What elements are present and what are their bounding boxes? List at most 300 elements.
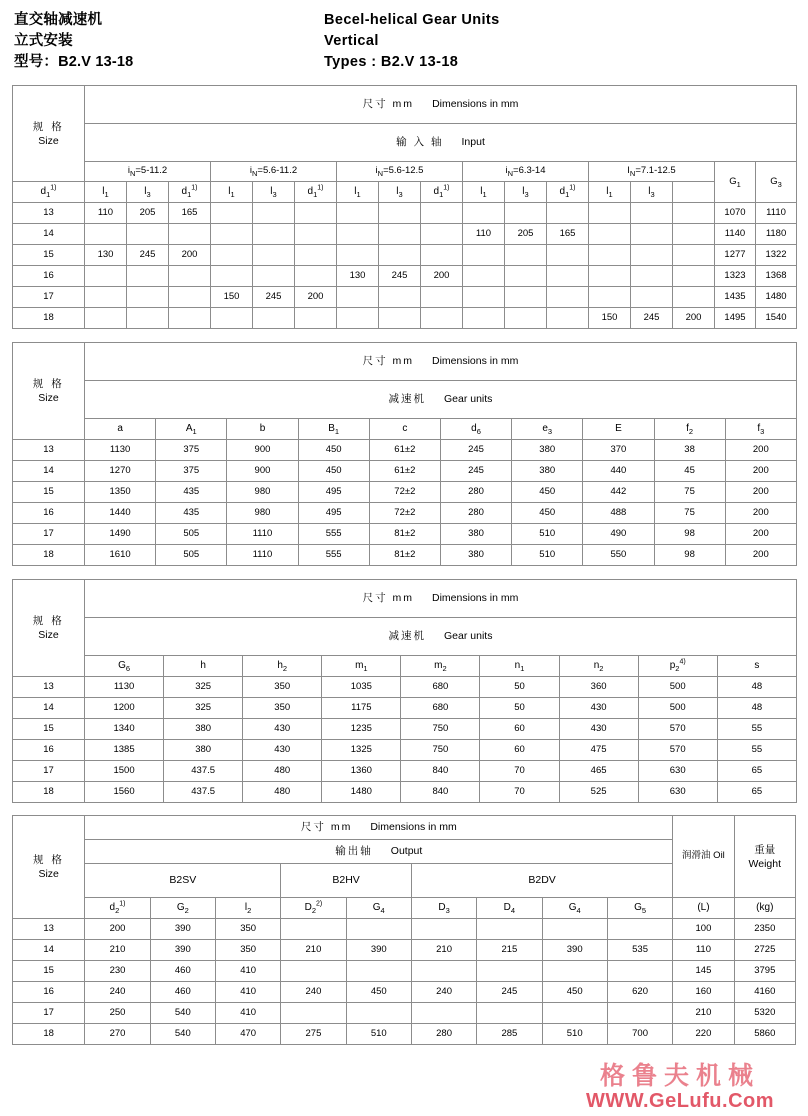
gear1-value-cell: 375: [156, 461, 227, 482]
column-header-t4-6: $D_4$: [477, 898, 542, 919]
gear1-value-cell: 72±2: [369, 482, 440, 503]
output-value-cell: 470: [215, 1024, 280, 1045]
gear2-value-cell: 55: [717, 740, 796, 761]
dimensions-en-t2: Dimensions in mm: [432, 355, 519, 368]
gear2-value-cell: 65: [717, 782, 796, 803]
gear2-size-cell: 14: [13, 698, 85, 719]
table-row: [13, 761, 797, 782]
input-value-cell: [169, 266, 211, 287]
input-value-cell: [631, 224, 673, 245]
input-value-cell: [589, 287, 631, 308]
input-value-cell: 110: [463, 224, 505, 245]
output-size-cell: 16: [13, 982, 85, 1003]
gear1-value-cell: 1350: [85, 482, 156, 503]
table-input-shaft-body: [13, 203, 797, 329]
input-tail-cell: 1322: [756, 245, 797, 266]
gear1-value-cell: 45: [654, 461, 725, 482]
input-value-cell: 130: [337, 266, 379, 287]
gear1-size-cell: 15: [13, 482, 85, 503]
gear1-value-cell: 442: [583, 482, 654, 503]
gear2-value-cell: 840: [401, 782, 480, 803]
output-tail-cell: 2725: [734, 940, 795, 961]
gear1-value-cell: 510: [512, 545, 583, 566]
gear2-value-cell: 325: [164, 698, 243, 719]
gear2-value-cell: 500: [638, 698, 717, 719]
input-value-cell: [589, 224, 631, 245]
gear1-value-cell: 435: [156, 482, 227, 503]
gear2-value-cell: 570: [638, 740, 717, 761]
output-tail-cell: 220: [673, 1024, 734, 1045]
input-value-cell: 150: [211, 287, 253, 308]
table-input-shaft: [12, 85, 797, 329]
column-header-t4-4: $G_4$: [346, 898, 411, 919]
gear1-value-cell: 200: [725, 503, 796, 524]
input-value-cell: [421, 224, 463, 245]
gear1-value-cell: 380: [440, 545, 511, 566]
column-header-row-t4: [13, 898, 796, 919]
gear2-value-cell: 500: [638, 677, 717, 698]
input-value-cell: [211, 203, 253, 224]
column-header-l1: $l_1$: [85, 182, 127, 203]
size-header-cell-t4: [13, 816, 85, 919]
gear2-value-cell: 475: [559, 740, 638, 761]
gear1-value-cell: 555: [298, 524, 369, 545]
size-label-en-t1: Size: [38, 134, 59, 147]
gear2-value-cell: 360: [559, 677, 638, 698]
output-value-cell: 450: [542, 982, 607, 1003]
gear2-value-cell: 48: [717, 677, 796, 698]
size-label-en-t2: Size: [38, 392, 59, 404]
input-value-cell: [211, 245, 253, 266]
gear1-value-cell: 555: [298, 545, 369, 566]
table-row: [13, 740, 797, 761]
column-header-t2-3: $B_1$: [298, 419, 369, 440]
input-value-cell: [505, 203, 547, 224]
input-value-cell: [505, 266, 547, 287]
watermark-company-name: 格鲁夫机械: [599, 1062, 760, 1090]
column-header-l3: $l_3$: [253, 182, 295, 203]
table-row: [13, 719, 797, 740]
group-header-b2dv: B2DV: [411, 864, 672, 898]
gear1-value-cell: 380: [440, 524, 511, 545]
gear-units-en-t2: Gear units: [443, 393, 493, 406]
ratio-group-header-row: [13, 162, 797, 182]
header-chinese-block: [14, 10, 324, 73]
input-value-cell: [295, 224, 337, 245]
output-size-cell: 13: [13, 919, 85, 940]
dimensions-cn-t3: 尺寸 mm: [362, 592, 415, 605]
table-gear-units-1: [12, 342, 797, 566]
gear1-value-cell: 1270: [85, 461, 156, 482]
gear2-value-cell: 840: [401, 761, 480, 782]
output-value-cell: 280: [411, 1024, 476, 1045]
input-tail-cell: 1140: [715, 224, 756, 245]
gear2-value-cell: 1235: [322, 719, 401, 740]
input-value-cell: [673, 224, 715, 245]
gear1-value-cell: 505: [156, 545, 227, 566]
gear1-value-cell: 280: [440, 482, 511, 503]
output-value-cell: [607, 961, 672, 982]
gear2-size-cell: 17: [13, 761, 85, 782]
gear2-value-cell: 380: [164, 740, 243, 761]
column-header-l1: $l_1$: [337, 182, 379, 203]
output-size-cell: 14: [13, 940, 85, 961]
gear1-value-cell: 488: [583, 503, 654, 524]
column-header-row-t3: [13, 656, 797, 677]
input-value-cell: [379, 287, 421, 308]
output-value-cell: [542, 919, 607, 940]
output-tail-cell: 4160: [734, 982, 795, 1003]
gear1-value-cell: 280: [440, 503, 511, 524]
output-tail-cell: 210: [673, 1003, 734, 1024]
output-tail-cell: 2350: [734, 919, 795, 940]
input-value-cell: 205: [505, 224, 547, 245]
table-row: [13, 677, 797, 698]
input-value-cell: [463, 245, 505, 266]
gear1-value-cell: 200: [725, 461, 796, 482]
input-value-cell: 245: [379, 266, 421, 287]
column-header-t4-1: $G_2$: [150, 898, 215, 919]
column-header-d1: $d_1^{1)}$: [13, 182, 85, 203]
gear1-value-cell: 490: [583, 524, 654, 545]
output-value-cell: 210: [411, 940, 476, 961]
input-value-cell: [253, 203, 295, 224]
gear1-value-cell: 380: [512, 440, 583, 461]
column-header-l1: $l_1$: [211, 182, 253, 203]
table-row: [13, 982, 796, 1003]
input-size-cell: 15: [13, 245, 85, 266]
output-value-cell: 250: [85, 1003, 150, 1024]
input-value-cell: [505, 287, 547, 308]
table-row: [13, 461, 797, 482]
input-value-cell: 205: [127, 203, 169, 224]
table-gear-units-2: [12, 579, 797, 803]
output-tail-cell: 160: [673, 982, 734, 1003]
gear1-value-cell: 450: [512, 503, 583, 524]
input-size-cell: 18: [13, 308, 85, 329]
gear2-value-cell: 525: [559, 782, 638, 803]
output-value-cell: [542, 961, 607, 982]
gear1-value-cell: 61±2: [369, 440, 440, 461]
output-value-cell: 390: [346, 940, 411, 961]
column-header-g1: $G_1$: [715, 162, 756, 203]
table-row: [13, 1024, 796, 1045]
gear1-value-cell: 435: [156, 503, 227, 524]
table-row: [13, 287, 797, 308]
column-header-t4-3: $D_2^{2)}$: [281, 898, 346, 919]
gear1-value-cell: 450: [298, 440, 369, 461]
input-value-cell: [337, 308, 379, 329]
gear2-value-cell: 430: [559, 719, 638, 740]
gear1-size-cell: 17: [13, 524, 85, 545]
input-tail-cell: 1480: [756, 287, 797, 308]
gear1-value-cell: 200: [725, 545, 796, 566]
dimensions-cn-t2: 尺寸 mm: [362, 355, 414, 368]
column-header-t4-8: $G_5$: [607, 898, 672, 919]
column-header-t4-7: $G_4$: [542, 898, 607, 919]
input-value-cell: [253, 308, 295, 329]
output-value-cell: 240: [85, 982, 150, 1003]
output-tail-cell: 5320: [734, 1003, 795, 1024]
column-header-t3-2: $h_2$: [243, 656, 322, 677]
input-tail-cell: 1070: [715, 203, 756, 224]
output-value-cell: [346, 919, 411, 940]
dimensions-banner-t4: [85, 816, 673, 840]
gear1-value-cell: 495: [298, 503, 369, 524]
gear1-value-cell: 375: [156, 440, 227, 461]
output-value-cell: 245: [477, 982, 542, 1003]
input-size-cell: 16: [13, 266, 85, 287]
gear2-value-cell: 1130: [85, 677, 164, 698]
gear2-value-cell: 70: [480, 761, 559, 782]
input-value-cell: [631, 287, 673, 308]
gear2-value-cell: 630: [638, 782, 717, 803]
column-header-d1: $d_1^{1)}$: [295, 182, 337, 203]
input-value-cell: 200: [295, 287, 337, 308]
column-header-t3-5: $n_1$: [480, 656, 559, 677]
gear2-value-cell: 48: [717, 698, 796, 719]
size-label-cn-t2: 规 格: [32, 378, 65, 390]
output-value-cell: 285: [477, 1024, 542, 1045]
output-value-cell: 275: [281, 1024, 346, 1045]
gear1-value-cell: 550: [583, 545, 654, 566]
weight-label-en: Weight: [748, 857, 782, 870]
input-value-cell: [85, 308, 127, 329]
gear2-value-cell: 1480: [322, 782, 401, 803]
gear2-value-cell: 1500: [85, 761, 164, 782]
input-value-cell: [421, 287, 463, 308]
input-value-cell: [631, 203, 673, 224]
output-section-banner: [85, 840, 673, 864]
table-gear-units-2-body: [13, 677, 797, 803]
gear1-value-cell: 505: [156, 524, 227, 545]
gear2-value-cell: 430: [243, 740, 322, 761]
column-header-oil-unit: (L): [673, 898, 734, 919]
header-cn-line-1: 直交轴减速机: [14, 12, 103, 28]
gear1-size-cell: 13: [13, 440, 85, 461]
gear2-value-cell: 570: [638, 719, 717, 740]
size-label-en-t3: Size: [38, 629, 59, 641]
input-value-cell: [547, 245, 589, 266]
gear2-value-cell: 480: [243, 782, 322, 803]
gear-units-banner-t2: [85, 381, 797, 419]
table-row: [13, 203, 797, 224]
output-value-cell: [346, 1003, 411, 1024]
gear1-value-cell: 380: [512, 461, 583, 482]
column-header-t4-5: $D_3$: [411, 898, 476, 919]
input-value-cell: [85, 287, 127, 308]
input-value-cell: [589, 266, 631, 287]
size-label-en-t4: Size: [38, 868, 59, 880]
gear1-value-cell: 1130: [85, 440, 156, 461]
output-label-cn: 输出轴: [335, 845, 373, 858]
output-value-cell: 390: [542, 940, 607, 961]
input-value-cell: [379, 224, 421, 245]
input-value-cell: [337, 245, 379, 266]
output-value-cell: 700: [607, 1024, 672, 1045]
dimensions-banner-t3: [85, 580, 797, 618]
output-tail-cell: 110: [673, 940, 734, 961]
gear2-value-cell: 1340: [85, 719, 164, 740]
column-header-t2-8: $f_2$: [654, 419, 725, 440]
gear2-value-cell: 1035: [322, 677, 401, 698]
input-value-cell: 200: [169, 245, 211, 266]
gear1-value-cell: 1110: [227, 524, 298, 545]
output-value-cell: 450: [346, 982, 411, 1003]
header-en-line-1: Becel-helical Gear Units: [324, 12, 500, 28]
input-value-cell: 245: [631, 308, 673, 329]
output-tail-cell: 5860: [734, 1024, 795, 1045]
dimensions-cn-t1: 尺寸 mm: [362, 98, 415, 111]
gear2-value-cell: 350: [243, 677, 322, 698]
output-value-cell: [281, 919, 346, 940]
input-value-cell: [673, 266, 715, 287]
input-value-cell: [505, 245, 547, 266]
input-value-cell: 200: [673, 308, 715, 329]
input-value-cell: [505, 308, 547, 329]
gear2-value-cell: 380: [164, 719, 243, 740]
gear1-value-cell: 75: [654, 482, 725, 503]
table-input-shaft-wrapper: [0, 85, 808, 329]
output-value-cell: 535: [607, 940, 672, 961]
gear1-value-cell: 38: [654, 440, 725, 461]
output-value-cell: 410: [215, 982, 280, 1003]
input-tail-cell: 1180: [756, 224, 797, 245]
gear1-value-cell: 440: [583, 461, 654, 482]
weight-label-cn: 重量: [754, 843, 776, 856]
input-value-cell: [463, 203, 505, 224]
gear2-value-cell: 680: [401, 677, 480, 698]
table-row: [13, 524, 797, 545]
dimensions-en-t1: Dimensions in mm: [432, 98, 519, 111]
table-row: [13, 940, 796, 961]
table-row: [13, 545, 797, 566]
header-en-line-2: Vertical: [324, 33, 379, 49]
output-value-cell: 460: [150, 982, 215, 1003]
gear2-value-cell: 1560: [85, 782, 164, 803]
input-tail-cell: 1110: [756, 203, 797, 224]
output-value-cell: [477, 961, 542, 982]
dimensions-en-t3: Dimensions in mm: [432, 592, 519, 605]
input-value-cell: [421, 245, 463, 266]
output-value-cell: [281, 1003, 346, 1024]
table-gear-units-1-body: [13, 440, 797, 566]
dimensions-cn-t4: 尺寸 mm: [300, 821, 353, 834]
input-tail-cell: 1323: [715, 266, 756, 287]
column-header-l1: $l_1$: [589, 182, 631, 203]
output-value-cell: 230: [85, 961, 150, 982]
gear2-value-cell: 50: [480, 677, 559, 698]
input-value-cell: [295, 266, 337, 287]
gear2-value-cell: 65: [717, 761, 796, 782]
input-value-cell: [379, 203, 421, 224]
gear1-value-cell: 1110: [227, 545, 298, 566]
input-label-cn: 输 入 轴: [396, 136, 444, 149]
gear1-value-cell: 450: [512, 482, 583, 503]
size-header-cell-t1: [13, 86, 85, 182]
input-value-cell: [547, 266, 589, 287]
gear1-value-cell: 200: [725, 440, 796, 461]
table-output-shaft-wrapper: [0, 815, 808, 1045]
output-value-cell: 410: [215, 961, 280, 982]
gear1-value-cell: 72±2: [369, 503, 440, 524]
input-value-cell: [295, 245, 337, 266]
gear1-value-cell: 245: [440, 461, 511, 482]
ratio-group-4: $i_N=6.3-14$: [463, 162, 589, 182]
gear1-value-cell: 98: [654, 524, 725, 545]
gear1-value-cell: 81±2: [369, 524, 440, 545]
output-label-en: Output: [390, 845, 423, 858]
gear-units-banner-t3: [85, 618, 797, 656]
input-value-cell: 200: [421, 266, 463, 287]
gear1-value-cell: 1440: [85, 503, 156, 524]
input-value-cell: [127, 287, 169, 308]
column-header-row-t2: [13, 419, 797, 440]
gear1-value-cell: 900: [227, 461, 298, 482]
input-value-cell: [253, 245, 295, 266]
input-value-cell: [337, 203, 379, 224]
gear1-value-cell: 75: [654, 503, 725, 524]
input-section-banner: [85, 124, 797, 162]
gear2-value-cell: 55: [717, 719, 796, 740]
table-row: [13, 782, 797, 803]
input-value-cell: [379, 245, 421, 266]
group-header-b2sv: B2SV: [85, 864, 281, 898]
input-value-cell: [673, 287, 715, 308]
table-row: [13, 266, 797, 287]
table-row: [13, 919, 796, 940]
gear2-value-cell: 350: [243, 698, 322, 719]
column-header-l3: $l_3$: [379, 182, 421, 203]
column-header-t3-1: h: [164, 656, 243, 677]
gear2-value-cell: 60: [480, 719, 559, 740]
column-header-row-t1: [13, 182, 797, 203]
table-row: [13, 961, 796, 982]
gear1-value-cell: 900: [227, 440, 298, 461]
output-value-cell: 210: [85, 940, 150, 961]
gear-units-cn-t3: 减速机: [388, 630, 426, 643]
output-value-cell: 460: [150, 961, 215, 982]
column-header-l1: $l_1$: [463, 182, 505, 203]
output-value-cell: [477, 1003, 542, 1024]
input-value-cell: [127, 308, 169, 329]
header-en-line-3: Types : B2.V 13-18: [324, 54, 459, 70]
gear2-value-cell: 480: [243, 761, 322, 782]
gear2-value-cell: 1175: [322, 698, 401, 719]
output-value-cell: 390: [150, 940, 215, 961]
gear1-value-cell: 200: [725, 482, 796, 503]
header-cn-line-2: 立式安装: [14, 33, 73, 49]
column-header-t3-3: $m_1$: [322, 656, 401, 677]
column-header-t4-2: $l_2$: [215, 898, 280, 919]
gear1-value-cell: 245: [440, 440, 511, 461]
watermark-url: WWW.GeLufu.Com: [585, 1090, 775, 1112]
column-header-t3-4: $m_2$: [401, 656, 480, 677]
gear2-value-cell: 430: [243, 719, 322, 740]
gear1-value-cell: 81±2: [369, 545, 440, 566]
column-header-t2-5: $d_6$: [440, 419, 511, 440]
group-header-b2hv: B2HV: [281, 864, 412, 898]
output-value-cell: 270: [85, 1024, 150, 1045]
input-value-cell: [673, 245, 715, 266]
output-value-cell: 390: [150, 919, 215, 940]
input-value-cell: [379, 308, 421, 329]
input-tail-cell: 1540: [756, 308, 797, 329]
output-value-cell: [411, 1003, 476, 1024]
input-label-en: Input: [461, 136, 485, 149]
input-tail-cell: 1368: [756, 266, 797, 287]
output-value-cell: 510: [346, 1024, 411, 1045]
